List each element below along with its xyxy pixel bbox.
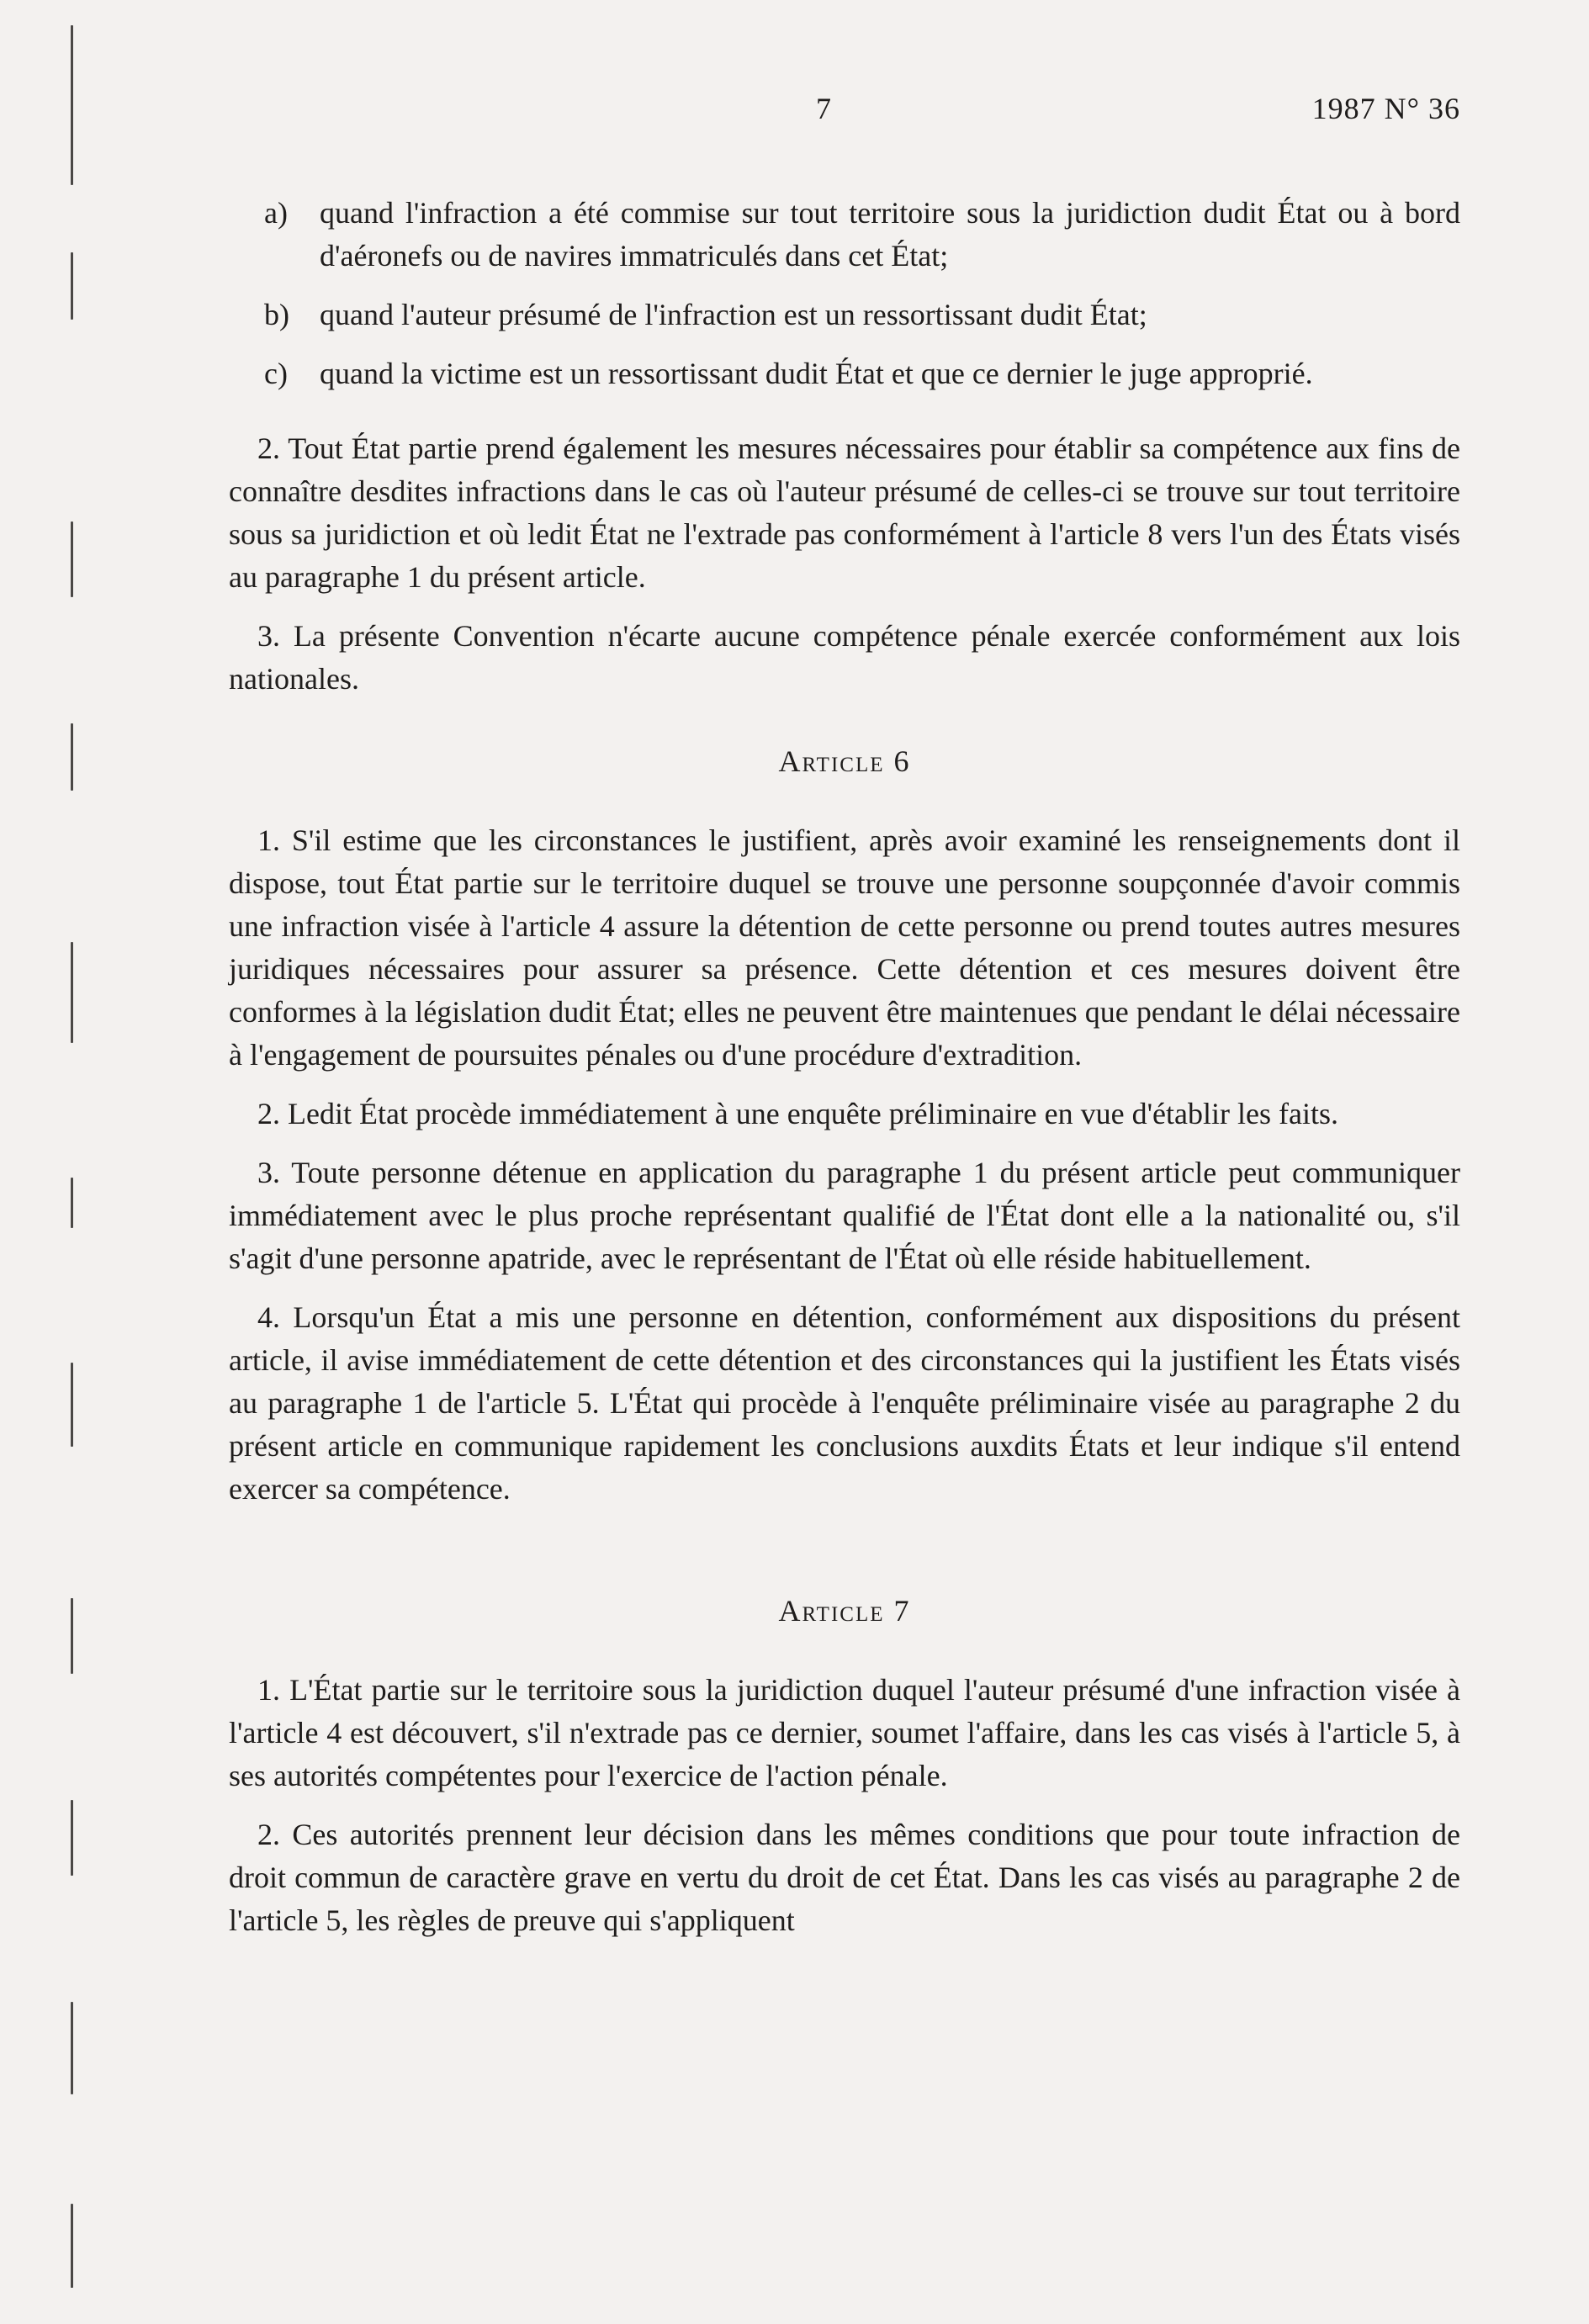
binding-edge-mark: [71, 2204, 73, 2288]
list-item: [229, 192, 1460, 278]
list-item: [229, 294, 1460, 336]
article-7-heading: Article 7: [778, 1594, 911, 1628]
paragraph: 4. Lorsqu'un État a mis une personne en détention, conformément aux dispositions du présent article, il avise immédiatement de cette détention et des circonstances qui la justifient les États visés au paragraphe 1 de l'article 5. L'État qui procède à l'enquête préliminaire visée au paragraphe 2 du présent article en communique rapidement les conclusions auxdits États et leur indique s'il entend exercer sa compétence.: [229, 1300, 1460, 1506]
paragraph: 3. La présente Convention n'écarte aucune compétence pénale exercée conformément aux lois nationales.: [229, 619, 1460, 696]
binding-edge-mark: [71, 942, 73, 1043]
binding-edge-mark: [71, 1800, 73, 1876]
body-text: [229, 192, 1460, 1958]
binding-edge-mark: [71, 252, 73, 320]
item-label: a): [264, 196, 288, 230]
paragraph: 1. S'il estime que les circonstances le justifient, après avoir examiné les renseignements dont il dispose, tout État partie sur le territoire duquel se trouve une personne soupçonnée d'avoir commis une infraction visée à l'article 4 assure la détention de cette personne ou prend toutes autres mesures juridiques nécessaires pour assurer sa présence. Cette détention et ces mesures doivent être conformes à la législation dudit État; elles ne peuvent être maintenues que pendant le délai nécessaire à l'engagement de poursuites pénales ou d'une procédure d'extradition.: [229, 823, 1460, 1072]
binding-edge-mark: [71, 2002, 73, 2094]
item-label: b): [264, 298, 289, 331]
item-text: quand l'auteur présumé de l'infraction est un ressortissant dudit État;: [320, 298, 1147, 331]
paragraph: 2. Ces autorités prennent leur décision dans les mêmes conditions que pour toute infraction de droit commun de caractère grave en vertu du droit de cet État. Dans les cas visés au paragraphe 2 de l'article 5, les règles de preuve qui s'appliquent: [229, 1818, 1460, 1937]
paragraph: 1. L'État partie sur le territoire sous la juridiction duquel l'auteur présumé d'une infraction visée à l'article 4 est découvert, s'il n'extrade pas ce dernier, soumet l'affaire, dans les cas visés à l'article 5, à ses autorités compétentes pour l'exercice de l'action pénale.: [229, 1673, 1460, 1792]
document-reference: 1987 N° 36: [1311, 92, 1460, 125]
paragraph: 2. Ledit État procède immédiatement à une enquête préliminaire en vue d'établir les faits.: [257, 1097, 1338, 1130]
paragraph: 2. Tout État partie prend également les mesures nécessaires pour établir sa compétence aux fins de connaître desdites infractions dans le cas où l'auteur présumé de celles-ci se trouve sur tout territoire sous sa juridiction et où ledit État ne l'extrade pas conformément à l'article 8 vers l'un des États visés au paragraphe 1 du présent article.: [229, 431, 1460, 594]
list-item: [229, 352, 1460, 395]
binding-edge-mark: [71, 723, 73, 791]
item-text: quand la victime est un ressortissant dudit État et que ce dernier le juge approprié.: [320, 357, 1313, 390]
item-text: quand l'infraction a été commise sur tout territoire sous la juridiction dudit État ou à bord d'aéronefs ou de navires immatriculés dans cet État;: [320, 196, 1460, 273]
article-6-heading: Article 6: [778, 744, 911, 778]
binding-edge-mark: [71, 1598, 73, 1674]
page-number: 7: [816, 92, 831, 125]
page-header: [0, 91, 1589, 133]
binding-edge-mark: [71, 1363, 73, 1447]
binding-edge-mark: [71, 1178, 73, 1228]
paragraph: 3. Toute personne détenue en application du paragraphe 1 du présent article peut communiquer immédiatement avec le plus proche représentant qualifié de l'État dont elle a la nationalité ou, s'il s'agit d'une personne apatride, avec le représentant de l'État où elle réside habituellement.: [229, 1156, 1460, 1275]
binding-edge-mark: [71, 521, 73, 597]
item-label: c): [264, 357, 288, 390]
